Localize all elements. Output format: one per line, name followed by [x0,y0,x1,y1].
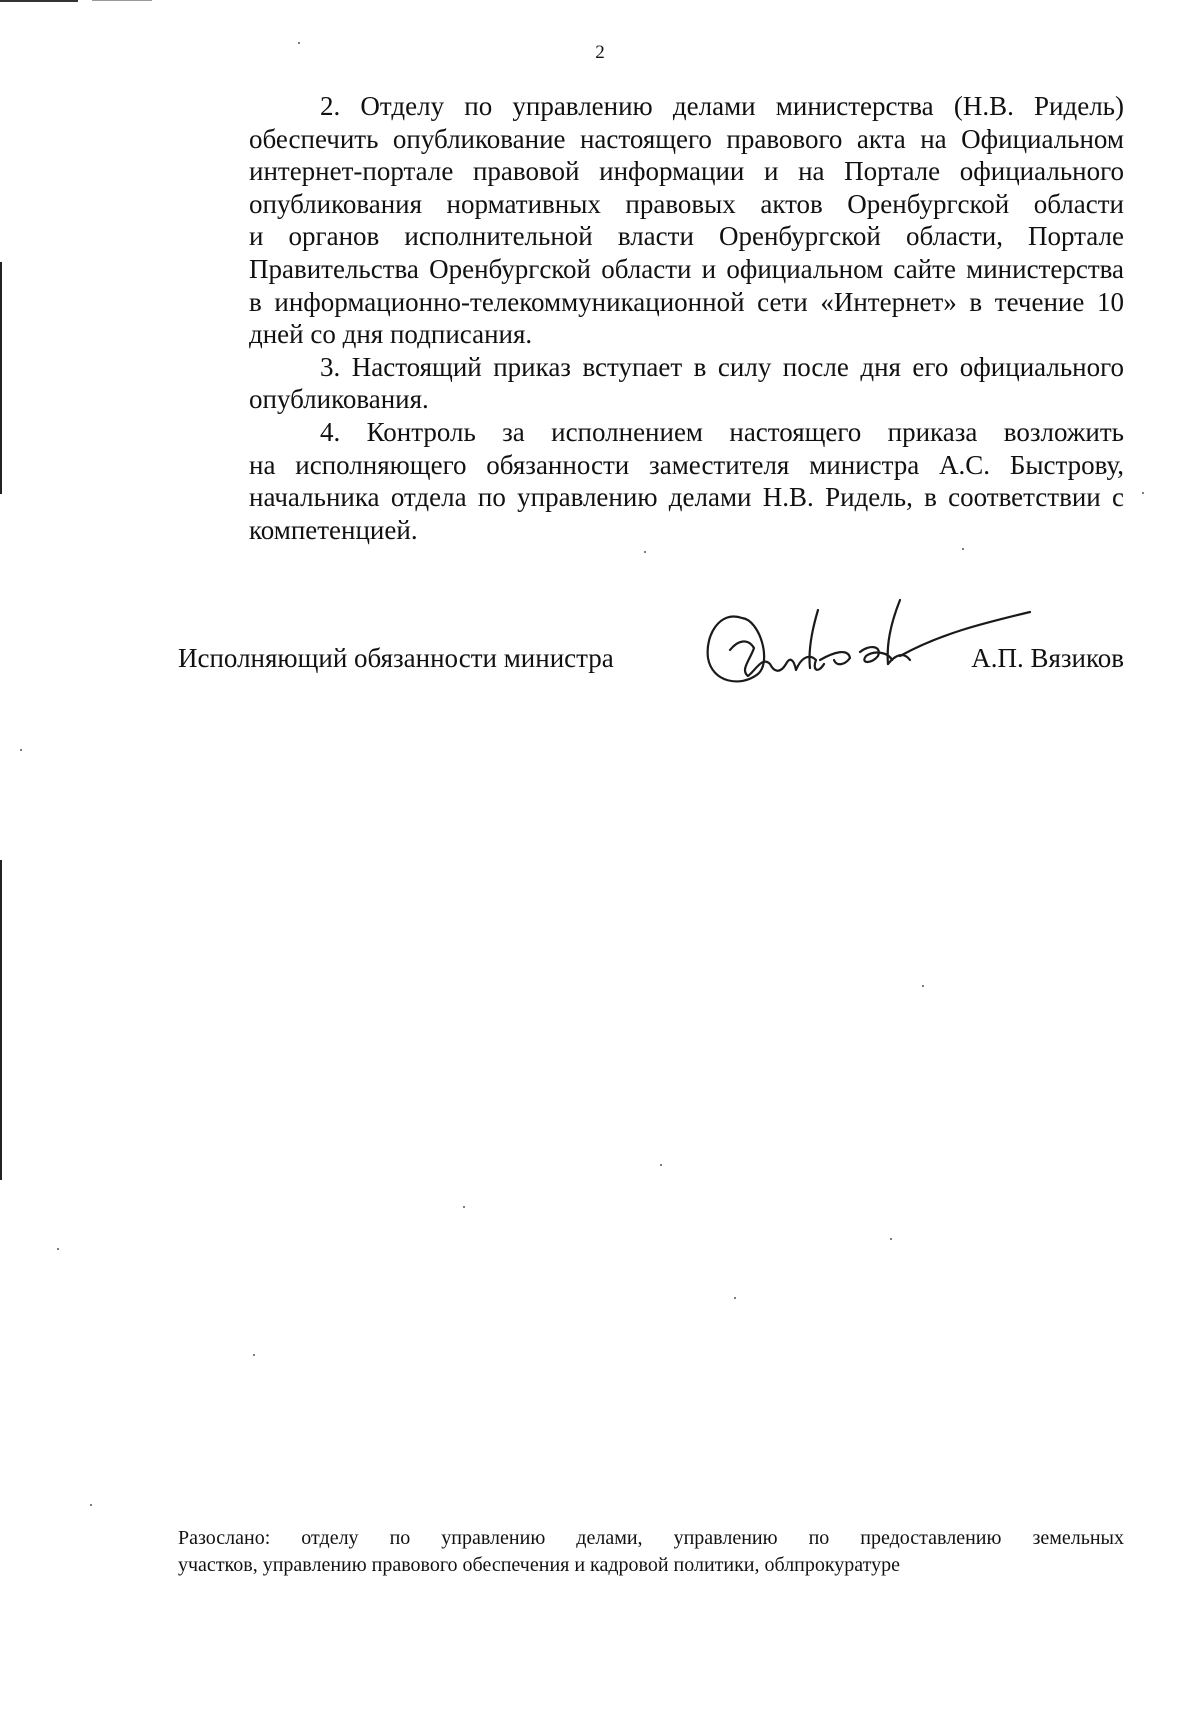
document-body [178,90,1124,546]
scan-dot [644,551,646,553]
text-line: на исполняющего обязанности заместителя министра А.С. Быстрову, [249,449,1124,480]
text-line: 4. Контроль за исполнением настоящего приказа возложить [320,416,1124,447]
scan-dot [463,1206,465,1208]
text-line: Правительства Оренбургской области и официальном сайте министерства [249,253,1124,284]
paragraph-3 [178,351,1124,416]
text-line: обеспечить опубликование настоящего правового акта на Официальном [249,123,1124,154]
scan-dot [20,749,22,751]
text-line: Разослано: отделу по управлению делами, управлению по предоставлению земельных [178,1527,1124,1549]
scan-dot [890,1238,892,1240]
text-line: опубликования нормативных правовых актов Оренбургской области [249,188,1124,219]
text-line: в информационно-телекоммуникационной сети «Интернет» в течение 10 [249,286,1124,317]
text-line: дней со дня подписания. [249,319,533,350]
page-number: 2 [595,42,605,63]
scan-dot [922,985,924,987]
text-line: 3. Настоящий приказ вступает в силу после дня его официального [320,351,1124,382]
text-line: и органов исполнительной власти Оренбургской области, Портале [249,221,1124,252]
scan-dot [253,1354,255,1356]
paragraph-2 [178,90,1124,351]
scan-dot [660,1164,662,1166]
distribution-list [178,1525,1124,1579]
text-line: компетенцией. [249,514,418,545]
text-line: 2. Отделу по управлению делами министерства (Н.В. Ридель) [320,91,1124,121]
signer-title: Исполняющий обязанности министра [178,643,614,673]
text-line: начальника отдела по управлению делами Н.В. Ридель, в соответствии с [249,482,1124,513]
scan-dot [734,1297,736,1299]
paragraph-4 [178,416,1124,546]
scan-artifact [0,0,78,2]
scan-artifact [92,0,152,1]
scan-edge-mark [0,860,2,1180]
scan-dot [57,1248,59,1250]
signature-block [178,643,1124,683]
scan-dot [90,1504,92,1506]
scan-dot [1142,492,1144,494]
text-line: опубликования. [249,384,429,415]
signer-name: А.П. Вязиков [971,643,1124,673]
text-line: участков, управлению правового обеспечения и кадровой политики, облпрокуратуре [178,1554,901,1576]
scan-dot [962,548,964,550]
scan-edge-mark [0,262,2,494]
text-line: интернет-портале правовой информации и на Портале официального [249,156,1124,187]
